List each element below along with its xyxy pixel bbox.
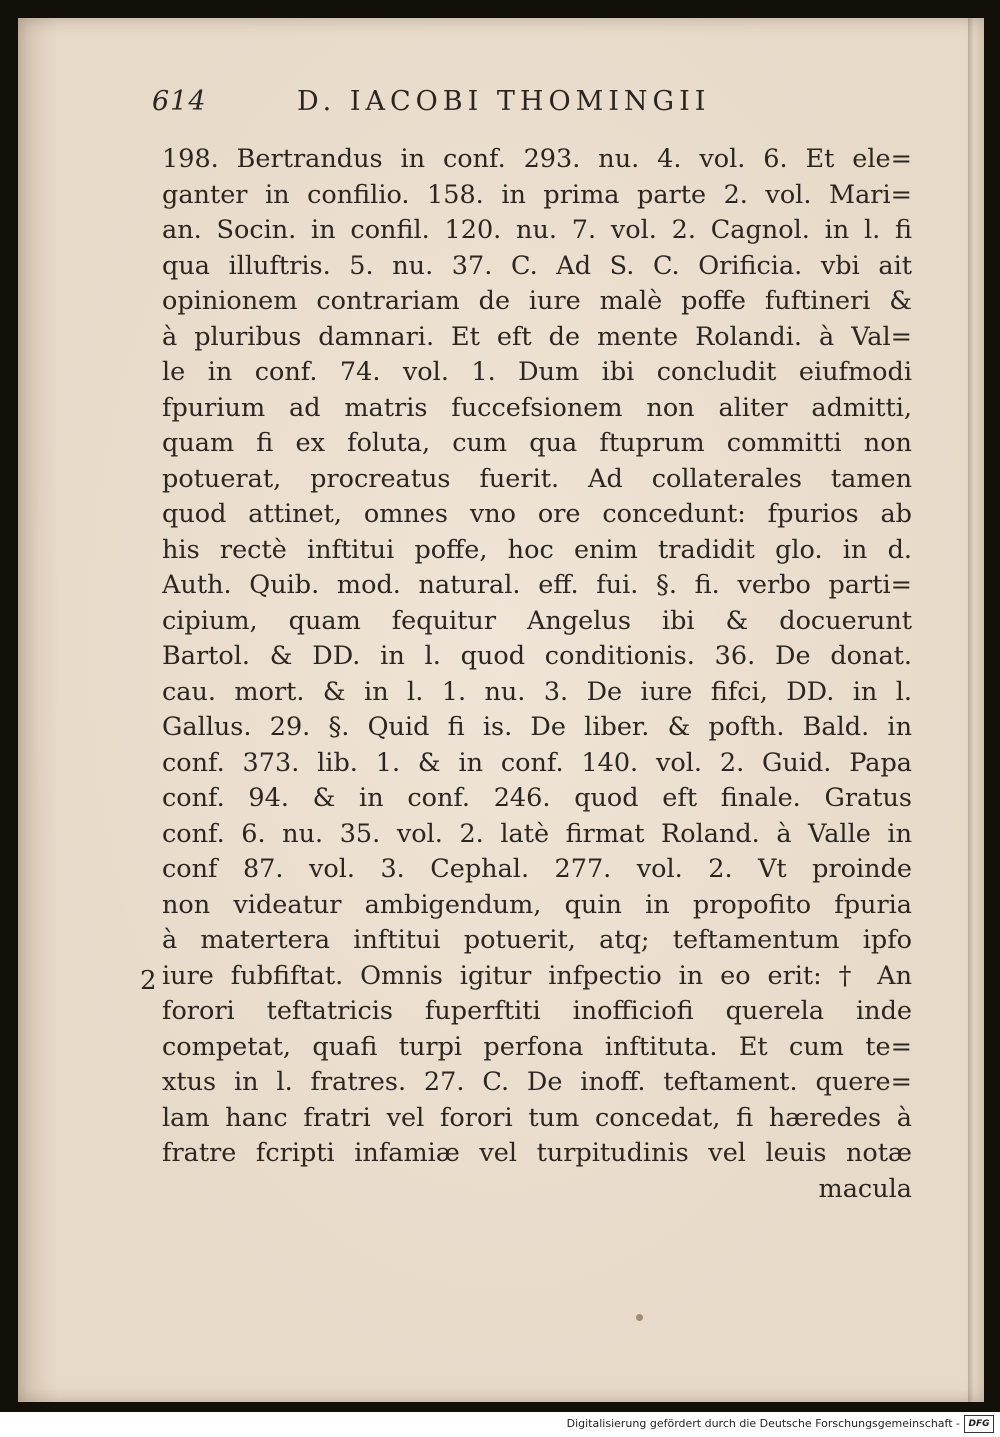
text-line: cau. mort. & in l. 1. nu. 3. De iure fifci, DD. in l. bbox=[162, 676, 912, 707]
text-line: xtus in l. fratres. 27. C. De inoff. teftament. quere= bbox=[162, 1067, 912, 1097]
text-line: ganter in confilio. 158. in prima parte 2. vol. Mari= bbox=[162, 179, 912, 210]
catchword: macula bbox=[818, 1173, 912, 1204]
text-line: quam fi ex foluta, cum qua ftuprum committi non bbox=[162, 428, 912, 458]
funding-credit: Digitalisierung gefördert durch die Deutsche Forschungsgemeinschaft - bbox=[566, 1417, 960, 1430]
text-line: competat, quafi turpi perfona inftituta. Et cum te= bbox=[162, 1031, 912, 1062]
text-line: forori teftatricis fuperftiti inofficiofi querela inde bbox=[162, 996, 912, 1026]
text-line: fratre fcripti infamiæ vel turpitudinis vel leuis notæ bbox=[162, 1138, 912, 1168]
running-head: D. IACOBI THOMINGII bbox=[297, 86, 711, 117]
text-line: iure fubfiftat. Omnis igitur infpectio in eo erit: † An bbox=[162, 960, 912, 991]
paper-stain bbox=[636, 1314, 643, 1321]
text-line: an. Socin. in confil. 120. nu. 7. vol. 2. Cagnol. in l. fi bbox=[162, 215, 912, 245]
text-line: Gallus. 29. §. Quid fi is. De liber. & pofth. Bald. in bbox=[162, 712, 912, 742]
margin-note-number: 2 bbox=[140, 966, 157, 996]
text-line: conf. 6. nu. 35. vol. 2. latè firmat Roland. à Valle in bbox=[162, 818, 912, 849]
page-header bbox=[152, 86, 912, 126]
text-line: conf 87. vol. 3. Cephal. 277. vol. 2. Vt proinde bbox=[162, 854, 912, 884]
text-line: lam hanc fratri vel forori tum concedat, fi hæredes à bbox=[162, 1102, 912, 1133]
text-line: 198. Bertrandus in conf. 293. nu. 4. vol. 6. Et ele= bbox=[162, 144, 912, 174]
page-gutter-shadow bbox=[968, 18, 974, 1402]
text-line: fpurium ad matris fuccefsionem non aliter admitti, bbox=[162, 392, 912, 423]
text-line: his rectè inftitui poffe, hoc enim tradidit glo. in d. bbox=[162, 534, 912, 565]
footer-bar bbox=[0, 1412, 1000, 1437]
text-line: quod attinet, omnes vno ore concedunt: fpurios ab bbox=[162, 499, 912, 529]
text-line: Bartol. & DD. in l. quod conditionis. 36. De donat. bbox=[162, 641, 912, 671]
text-line: non videatur ambigendum, quin in propofito fpuria bbox=[162, 889, 912, 920]
page-number: 614 bbox=[152, 86, 207, 117]
text-line: qua illuftris. 5. nu. 37. C. Ad S. C. Orificia. vbi ait bbox=[162, 250, 912, 281]
text-line: conf. 94. & in conf. 246. quod eft finale. Gratus bbox=[162, 783, 912, 813]
text-line: cipium, quam fequitur Angelus ibi & docuerunt bbox=[162, 605, 912, 636]
text-line: Auth. Quib. mod. natural. eff. fui. §. fi. verbo parti= bbox=[162, 570, 912, 600]
text-line: opinionem contrariam de iure malè poffe fuftineri & bbox=[162, 286, 912, 316]
dfg-logo-icon: DFG bbox=[964, 1415, 994, 1433]
text-line: à pluribus damnari. Et eft de mente Rolandi. à Val= bbox=[162, 321, 912, 352]
body-text bbox=[162, 142, 912, 1207]
text-line: à matertera inftitui potuerit, atq; teftamentum ipfo bbox=[162, 925, 912, 955]
text-line: potuerat, procreatus fuerit. Ad collaterales tamen bbox=[162, 463, 912, 494]
text-line: conf. 373. lib. 1. & in conf. 140. vol. 2. Guid. Papa bbox=[162, 747, 912, 778]
text-line: le in conf. 74. vol. 1. Dum ibi concludit eiufmodi bbox=[162, 357, 912, 387]
